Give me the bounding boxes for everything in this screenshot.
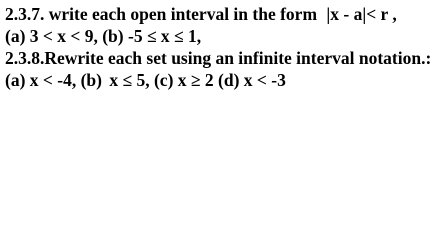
part-expression: x ≤ 5, <box>109 70 150 90</box>
problem-2-3-8-parts <box>5 69 435 91</box>
problem-2-3-7-heading <box>5 3 435 25</box>
problem-instruction: write each open interval in the form <box>48 4 318 24</box>
problem-number: 2.3.7. <box>5 4 45 24</box>
exercise-document <box>5 3 435 91</box>
part-label: (a) <box>5 26 26 46</box>
part-expression: x < -3 <box>243 70 286 90</box>
part-label: (a) <box>5 70 26 90</box>
problem-instruction: Rewrite each set using an infinite interval notation.: <box>44 48 432 68</box>
part-label: (c) <box>153 70 174 90</box>
part-expression: x < -4, <box>29 70 77 90</box>
problem-2-3-8-heading <box>5 47 435 69</box>
part-expression: -5 ≤ x ≤ 1, <box>128 26 202 46</box>
part-label: (d) <box>218 70 240 90</box>
absolute-value-form: |x - a|< r , <box>326 4 397 24</box>
problem-2-3-7-parts <box>5 25 435 47</box>
part-label: (b) <box>102 26 124 46</box>
problem-number: 2.3.8. <box>5 48 45 68</box>
part-expression: x ≥ 2 <box>177 70 214 90</box>
part-label: (b) <box>80 70 102 90</box>
part-expression: 3 < x < 9, <box>29 26 98 46</box>
